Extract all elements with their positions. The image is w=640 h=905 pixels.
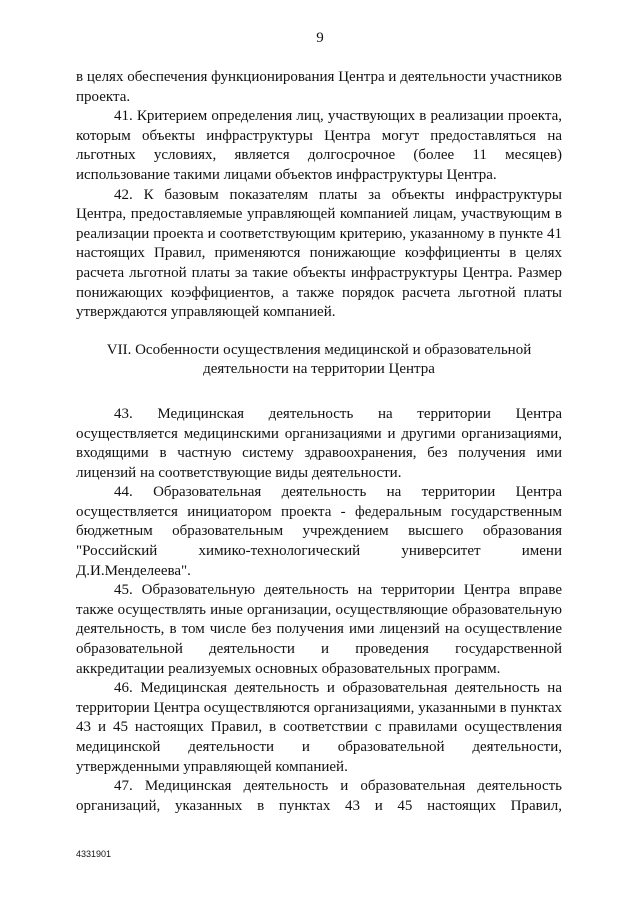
- paragraph-47: 47. Медицинская деятельность и образовательная деятельность организаций, указанных в пунктах 43 и 45 настоящих Правил,: [76, 778, 562, 814]
- document-code: 4331901: [76, 849, 112, 859]
- page-number: 9: [316, 30, 324, 46]
- paragraph-46: 46. Медицинская деятельность и образовательная деятельность на территории Центра осуществляются организациями, указанными в пунктах 43 и 45 настоящих Правил, в соответствии с правилами осуществления медицинской деятельности и образовательной деятельности, утвержденными управляющей компанией.: [76, 680, 562, 775]
- paragraph-41: 41. Критерием определения лиц, участвующих в реализации проекта, которым объекты инфраструктуры Центра могут предоставляться на льготных условиях, является долгосрочное (более 11 месяцев) использование такими лицами объектов инфраструктуры Центра.: [76, 108, 562, 183]
- section-heading: VII. Особенности осуществления медицинской и образовательной деятельности на территории Центра: [106, 341, 532, 378]
- paragraph-continuation: в целях обеспечения функционирования Центра и деятельности участников проекта.: [76, 69, 562, 105]
- paragraph-42: 42. К базовым показателям платы за объекты инфраструктуры Центра, предоставляемые управляющей компанией лицам, участвующим в реализации проекта и соответствующим критерию, указанному в пункте 41 настоящих Правил, применяются понижающие коэффициенты в целях расчета льготной платы за такие объекты инфраструктуры Центра. Размер понижающих коэффициентов, а также порядок расчета льготной платы утверждаются управляющей компанией.: [76, 186, 562, 321]
- document-body: [76, 68, 562, 816]
- paragraph-44: 44. Образовательная деятельность на территории Центра осуществляется инициатором проекта - федеральным государственным бюджетным образовательным учреждением высшего образования "Российский химико-технологический университет имени Д.И.Менделеева".: [76, 484, 562, 579]
- paragraph-43: 43. Медицинская деятельность на территории Центра осуществляется медицинскими организациями и другими организациями, входящими в частную систему здравоохранения, без получения ими лицензий на соответствующие виды деятельности.: [76, 405, 562, 481]
- paragraph-45: 45. Образовательную деятельность на территории Центра вправе также осуществлять иные организации, осуществляющие образовательную деятельность, в том числе без получения ими лицензий на осуществление образовательной деятельности и проведения государственной аккредитации реализуемых основных образовательных программ.: [76, 582, 562, 677]
